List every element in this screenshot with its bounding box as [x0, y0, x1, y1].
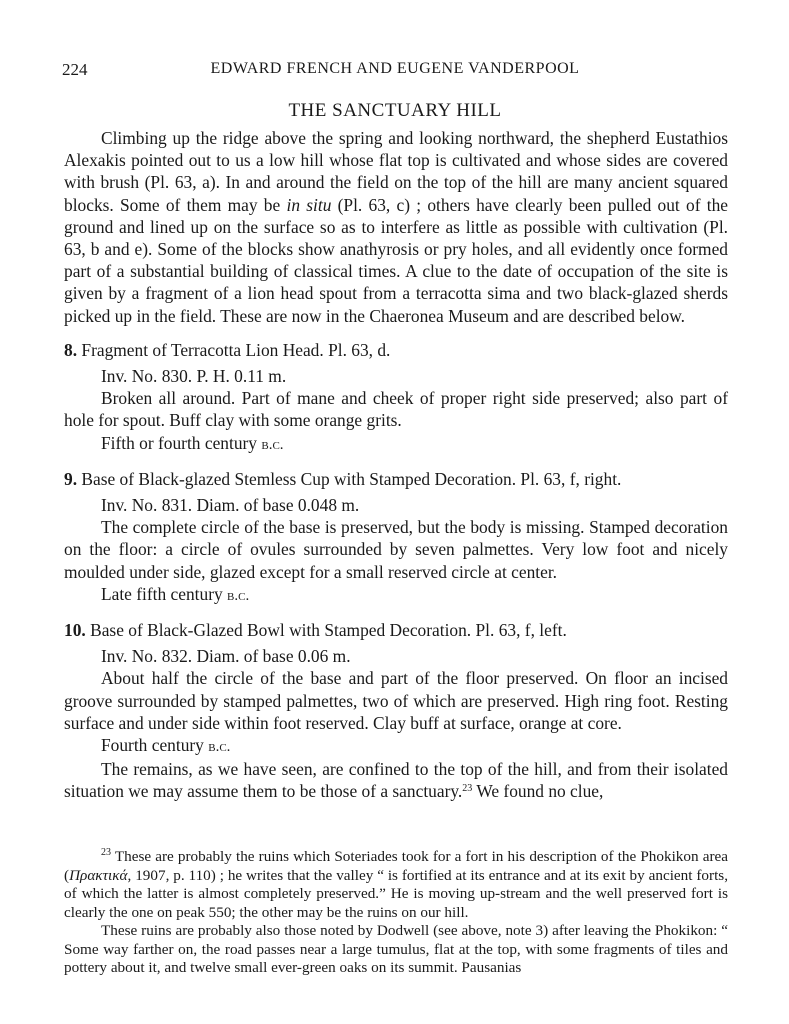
date-text: Late fifth century: [101, 583, 228, 604]
date-text: Fifth or fourth century: [101, 432, 262, 453]
catalogue-desc: About half the circle of the base and part of the floor preserved. On floor an incised groove surrounded by stamped palmettes, two of which are preserved. High ring foot. Resting surface and under side within foot reserved. Clay buff at surface, orange at core.: [64, 668, 728, 733]
catalogue-title: Base of Black-Glazed Bowl with Stamped Decoration. Pl. 63, f, left.: [90, 620, 567, 641]
catalogue-number: 10.: [64, 620, 86, 641]
footnote-text-b: , 1907, p. 110) ; he writes that the valley “ is fortified at its entrance and at its exit by ancient forts, of which the latter is almost completely preserved.” He is moving up-stream and the well preserved fort is clearly the one on peak 550; the other may be the ruins on our hill.: [64, 866, 728, 921]
page-number: 224: [62, 60, 88, 79]
catalogue-heading-9: [64, 468, 728, 490]
catalogue-number: 9.: [64, 468, 78, 489]
catalogue-inv: Inv. No. 831. Diam. of base 0.048 m.: [101, 495, 360, 516]
intro-italic: in situ: [286, 194, 332, 215]
section-title: THE SANCTUARY HILL: [288, 100, 502, 121]
intro-text-b: (Pl. 63, c) ; others have clearly been pulled out of the ground and lined up on the surface so as to interfere as little as possible with cultivation (Pl. 63, b and e). Some of the blocks show anathyrosis or pry holes, and all evidently once formed part of a substantial building of classical times. A clue to the date of occupation of the site is given by a fragment of a lion head spout from a terracotta sima and two black-glazed sherds picked up in the field. These are now in the Chaeronea Museum and are described below.: [64, 194, 728, 326]
catalogue-inv: Inv. No. 830. P. H. 0.11 m.: [101, 366, 287, 387]
era-text: b.c.: [227, 587, 250, 604]
catalogue-number: 8.: [64, 339, 78, 360]
catalogue-heading-8: [64, 339, 728, 361]
footnote-23: [64, 848, 728, 922]
footnote-greek: Πρακτικά: [69, 866, 128, 884]
closing-text-a: The remains, as we have seen, are confined to the top of the hill, and from their isolated situation we may assume them to be those of a sanctuary.: [64, 759, 728, 802]
era-text: b.c.: [208, 739, 231, 756]
footnote-continuation: These ruins are probably also those noted by Dodwell (see above, note 3) after leaving the Phokikon: “ Some way farther on, the road passes near a large tumulus, flat at the top, with some fragments of tiles and pottery about it, and twelve small ever-green oaks on its summit. Pausanias: [64, 922, 728, 976]
catalogue-date: [64, 583, 728, 607]
closing-paragraph: [64, 758, 728, 802]
running-header: [62, 60, 728, 82]
catalogue-inv: Inv. No. 832. Diam. of base 0.06 m.: [101, 646, 351, 667]
era-text: b.c.: [261, 436, 284, 453]
catalogue-title: Fragment of Terracotta Lion Head. Pl. 63, d.: [81, 339, 391, 360]
main-text: [64, 127, 728, 803]
footnote-ref[interactable]: 23: [462, 783, 473, 795]
closing-text-b: We found no clue,: [472, 781, 604, 802]
catalogue-date: [64, 432, 728, 456]
intro-paragraph: [64, 127, 728, 327]
footnotes: [64, 848, 728, 978]
running-title: EDWARD FRENCH AND EUGENE VANDERPOOL: [210, 60, 580, 77]
footnote-number: 23: [101, 847, 111, 858]
catalogue-desc: Broken all around. Part of mane and cheek of proper right side preserved; also part of hole for spout. Buff clay with some orange grits.: [64, 388, 728, 431]
catalogue-title: Base of Black-glazed Stemless Cup with Stamped Decoration. Pl. 63, f, right.: [81, 468, 622, 489]
catalogue-heading-10: [64, 619, 728, 641]
intro-text-a: Climbing up the ridge above the spring and looking northward, the shepherd Eustathios Alexakis pointed out to us a low hill whose flat top is cultivated and whose sides are covered with brush (Pl. 63, a). In and around the field on the top of the hill are many ancient squared blocks. Some of them may be: [64, 128, 728, 215]
date-text: Fourth century: [101, 735, 209, 756]
footnote-text-a: These are probably the ruins which Soteriades took for a fort in his description of the Phokikon area (: [64, 848, 728, 884]
catalogue-desc: The complete circle of the base is preserved, but the body is missing. Stamped decoration on the floor: a circle of ovules surrounded by seven palmettes. Very low foot and nicely moulded under side, glazed except for a small reserved circle at center.: [64, 517, 728, 582]
catalogue-date: [64, 734, 728, 758]
